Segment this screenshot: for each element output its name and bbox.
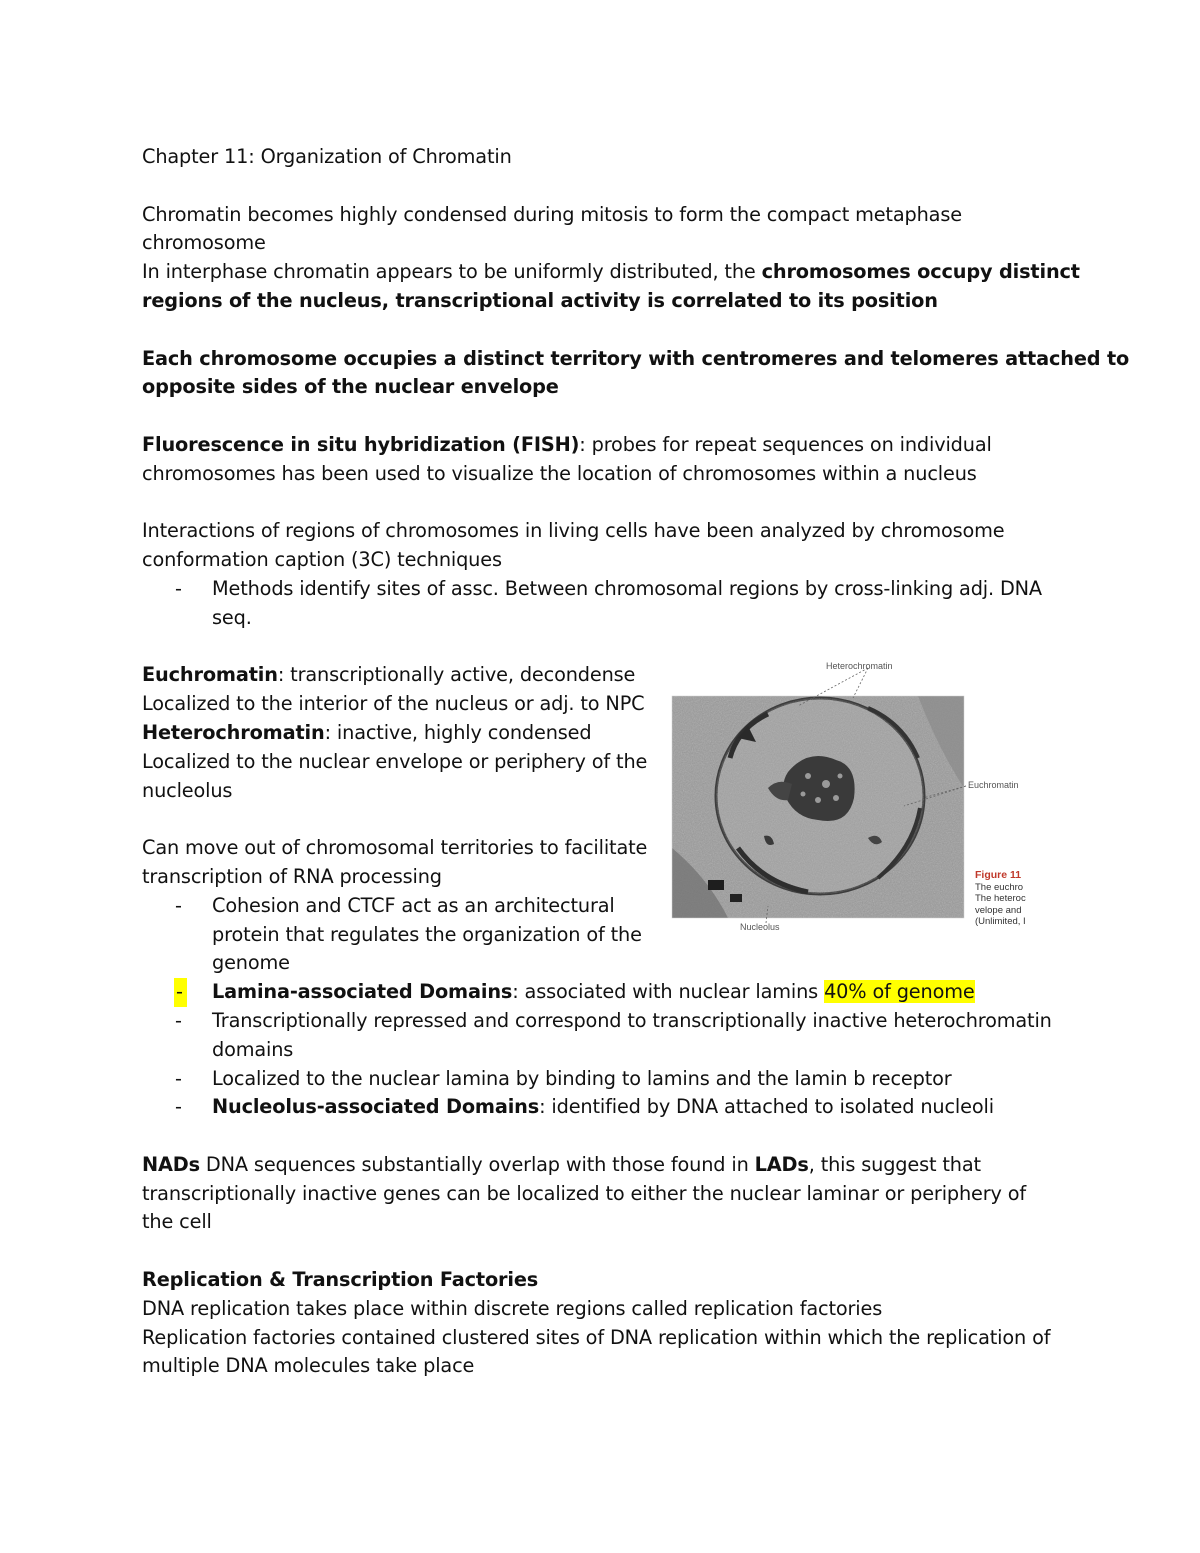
plain-text: : associated with nuclear lamins [512, 980, 825, 1004]
list-item-continuation: seq. [212, 605, 252, 629]
paragraph-line: nucleolus [142, 778, 233, 802]
list-item-highlighted [142, 978, 1062, 1007]
figure-caption-line: velope and [975, 904, 1022, 916]
figure-caption-title: Figure 11 [975, 870, 1022, 881]
list-item-continuation: protein that regulates the organization of the [212, 922, 642, 946]
label-euchromatin: Euchromatin [968, 780, 1019, 790]
paragraph-line: Replication factories contained clustered sites of DNA replication within which the replication of [142, 1325, 1051, 1349]
term-heterochromatin: Heterochromatin [142, 720, 325, 744]
paragraph-line [142, 1151, 1062, 1180]
paragraph-line [142, 258, 1080, 287]
plain-text: : probes for repeat sequences on individual [579, 432, 992, 456]
paragraph-line: DNA replication takes place within discrete regions called replication factories [142, 1296, 883, 1320]
paragraph-line: Chromatin becomes highly condensed during mitosis to form the compact metaphase [142, 202, 962, 226]
list-item-continuation: domains [212, 1037, 294, 1061]
label-nucleolus: Nucleolus [740, 922, 780, 932]
paragraph-line: chromosome [142, 231, 266, 255]
list-item [142, 1093, 1062, 1122]
plain-text: DNA sequences substantially overlap with those found in [199, 1152, 755, 1176]
bullet-dash: - [175, 1095, 182, 1119]
paragraph-line: Each chromosome occupies a distinct territory with centromeres and telomeres attached to [142, 346, 1130, 370]
list-item-continuation: genome [212, 951, 290, 975]
list-item [142, 1065, 1062, 1094]
plain-text: : identified by DNA attached to isolated nucleoli [539, 1095, 994, 1119]
paragraph-line: opposite sides of the nuclear envelope [142, 375, 559, 399]
paragraph-line: transcriptionally inactive genes can be localized to either the nuclear laminar or periphery of [142, 1181, 1027, 1205]
figure-caption-line: (Unlimited, I [975, 916, 1026, 927]
paragraph-line: Interactions of regions of chromosomes in living cells have been analyzed by chromosome [142, 519, 1005, 543]
term-fish: Fluorescence in situ hybridization (FISH) [142, 432, 580, 456]
bullet-dash: - [175, 1066, 182, 1090]
list-item-text: Methods identify sites of assc. Between chromosomal regions by cross-linking adj. DNA [212, 576, 1042, 600]
figure-caption-line: The euchro [975, 881, 1024, 893]
list-item-text: Cohesion and CTCF act as an architectural [212, 893, 615, 917]
list-item-text: Localized to the nuclear lamina by binding to lamins and the lamin b receptor [212, 1066, 952, 1090]
paragraph-line: the cell [142, 1210, 212, 1234]
plain-text: , this suggest that [808, 1152, 981, 1176]
bullet-dash: - [175, 893, 182, 917]
plain-text: : inactive, highly condensed [324, 720, 592, 744]
paragraph-line: chromosomes has been used to visualize the location of chromosomes within a nucleus [142, 461, 977, 485]
list-item [142, 1007, 1062, 1036]
page-title: Chapter 11: Organization of Chromatin [142, 145, 512, 168]
list-item-text: Transcriptionally repressed and correspond to transcriptionally inactive heterochromatin [212, 1008, 1052, 1032]
plain-text: : transcriptionally active, decondense [277, 663, 636, 687]
label-heterochromatin: Heterochromatin [826, 661, 893, 671]
list-item [142, 575, 1062, 604]
paragraph-line: Can move out of chromosomal territories to facilitate [142, 836, 648, 860]
paragraph-line: conformation caption (3C) techniques [142, 548, 502, 572]
bullet-dash: - [175, 1008, 182, 1032]
term-lads: LADs [754, 1152, 809, 1176]
term-nads: NADs [142, 1152, 200, 1176]
figure-caption-line: The heteroc [975, 893, 1026, 904]
figure-caption [975, 870, 1037, 928]
paragraph-line: Localized to the interior of the nucleus or adj. to NPC [142, 692, 645, 716]
bullet-dash: - [174, 978, 187, 1007]
section-heading: Replication & Transcription Factories [142, 1268, 539, 1292]
micrograph-figure [668, 648, 1036, 938]
highlighted-text: 40% of genome [824, 980, 975, 1004]
paragraph-line: transcription of RNA processing [142, 864, 442, 888]
paragraph-line: regions of the nucleus, transcriptional activity is correlated to its position [142, 288, 938, 312]
paragraph-line: multiple DNA molecules take place [142, 1354, 475, 1378]
paragraph-line [142, 431, 1062, 460]
bold-text: chromosomes occupy distinct [761, 260, 1080, 284]
term-lads: Lamina-associated Domains [212, 980, 513, 1004]
plain-text: In interphase chromatin appears to be uniformly distributed, the [142, 260, 762, 284]
term-euchromatin: Euchromatin [142, 663, 278, 687]
term-nads: Nucleolus-associated Domains [212, 1095, 540, 1119]
bullet-dash: - [175, 576, 182, 600]
paragraph-line: Localized to the nuclear envelope or periphery of the [142, 749, 648, 773]
